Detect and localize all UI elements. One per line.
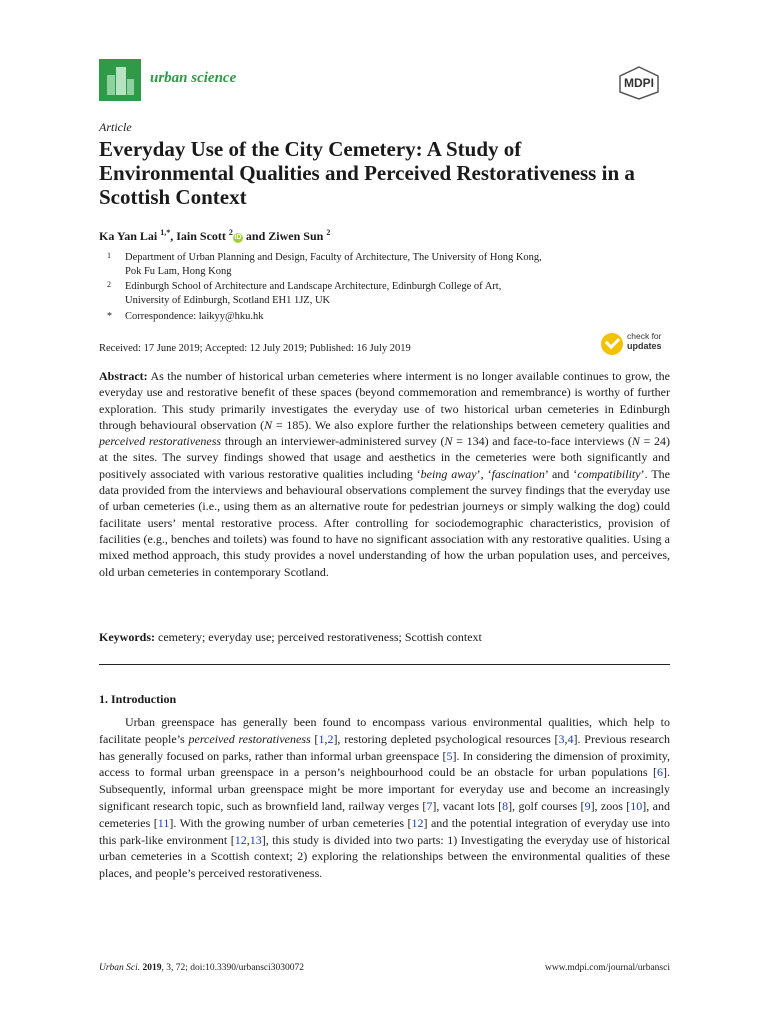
citation-link[interactable]: 9	[584, 798, 591, 813]
keywords-text: cemetery; everyday use; perceived restorativeness; Scottish context	[155, 630, 482, 644]
body-text: ]. In considering the dimension of proximity, access to formal urban greenspace in a person’s neighbourhood could be an obstacle for urban populations [	[99, 748, 670, 780]
affiliation-number: 2	[107, 280, 111, 289]
author-affiliation-marker: 1,*	[160, 228, 171, 237]
abstract-text: ’ and ‘	[544, 466, 578, 481]
affiliation-line: University of Edinburgh, Scotland EH1 1JZ, UK	[125, 295, 331, 306]
affiliation-number: 1	[107, 251, 111, 260]
keywords-label: Keywords:	[99, 630, 155, 644]
abstract-term: fascination	[491, 466, 545, 481]
abstract-text: through an interviewer-administered survey (	[221, 434, 445, 449]
abstract-var: N	[264, 417, 273, 432]
section-heading: 1. Introduction	[99, 692, 177, 706]
abstract-text: ’. The data provided from the interviews and behavioural observations complement the survey findings that the everyday use of urban cemeteries (i.e., using them as an alternative route for pedestrian journeys or simply walking the dog) could facilitate users’ mental restorative process. After controlling for sociodemographic characteristics, provision of facilities (e.g., benches and toilets) was found to have no significant association with any restorative qualities. Using a mixed method approach, this study provides a novel understanding of how the urban population uses, and perceives, old urban cemeteries in contemporary Scotland.	[99, 466, 670, 579]
citation-link[interactable]: 11	[157, 815, 170, 830]
correspondence-line[interactable]: Correspondence: laikyy@hku.hk	[125, 311, 264, 322]
abstract-text: = 185). We also explore further the relationships between cemetery qualities and	[272, 417, 670, 432]
author-affiliation-marker: 2	[228, 228, 233, 237]
author-name[interactable]: Ka Yan Lai	[99, 229, 158, 243]
footer-citation	[99, 963, 304, 973]
publication-dates: Received: 17 June 2019; Accepted: 12 July 2019; Published: 16 July 2019	[99, 343, 411, 354]
affiliation-line: Department of Urban Planning and Design, Faculty of Architecture, The University of Hong Kong,	[125, 252, 542, 263]
footer-doi[interactable]: , 3, 72; doi:10.3390/urbansci3030072	[161, 963, 305, 973]
mdpi-logo-text: MDPI	[624, 76, 654, 90]
body-text: ,	[564, 731, 568, 746]
footer-year: 2019	[142, 963, 162, 973]
body-text: ]. Subsequently, informal urban greenspace might be more important for everyday use and become an increasingly significant research topic, such as brownfield land, railway verges [	[99, 765, 670, 813]
citation-link[interactable]: 8	[502, 798, 509, 813]
body-text: ]. Previous research has generally focused on parks, rather than informal urban greenspace [	[99, 731, 671, 763]
body-text: ], golf courses [	[508, 798, 585, 813]
citation-link[interactable]: 1	[318, 731, 325, 746]
author-name[interactable]: Iain Scott	[176, 229, 226, 243]
body-text: ], restoring depleted psychological resources [	[333, 731, 559, 746]
abstract-term: compatibility	[577, 466, 641, 481]
check-updates-line: check for	[627, 331, 662, 341]
footer-url[interactable]: www.mdpi.com/journal/urbansci	[545, 963, 670, 973]
abstract-term: perceived restorativeness	[99, 434, 222, 449]
mdpi-logo-icon	[611, 66, 667, 100]
journal-logo-icon	[99, 59, 141, 101]
abstract-text: As the number of historical urban cemeteries where interment is no longer available continues to grow, the everyday use and restorative benefit of these spaces (beyond commemoration and remembrance) is worthy of further exploration. This study primarily investigates the everyday use of two historical urban cemeteries in Edinburgh through behavioural observation (	[99, 369, 670, 432]
abstract	[99, 368, 670, 580]
body-text: Urban greenspace has generally been found to encompass various environmental qualities, which help to facilitate people’s	[99, 715, 670, 746]
citation-link[interactable]: 6	[657, 765, 663, 780]
abstract-text: = 134) and face-to-face interviews (	[452, 434, 632, 449]
affiliation-1	[107, 251, 542, 279]
citation-link[interactable]: 10	[630, 798, 643, 813]
body-text: ]. With the growing number of urban cemeteries [	[169, 815, 412, 830]
abstract-label: Abstract:	[99, 369, 148, 383]
author-separator: ,	[170, 229, 177, 243]
body-text: [	[310, 731, 319, 746]
keywords	[99, 630, 482, 645]
article-title: Everyday Use of the City Cemetery: A Study of Environmental Qualities and Perceived Restorativeness in a Scottish Context	[99, 137, 635, 209]
article-type: Article	[99, 120, 132, 134]
correspondence-marker: *	[107, 311, 112, 322]
orcid-icon[interactable]: iD	[234, 234, 242, 241]
journal-name: urban science	[150, 70, 237, 86]
abstract-text: = 24) at the sites. The survey findings showed that usage and aesthetics in the cemeteries were both significantly and positively associated with various restorative qualities including ‘	[99, 434, 670, 481]
citation-link[interactable]: 5	[446, 748, 453, 763]
abstract-term: being away	[420, 466, 477, 481]
author-name[interactable]: Ziwen Sun	[268, 229, 324, 243]
citation-link[interactable]: 2	[327, 731, 334, 746]
author-list	[99, 228, 330, 244]
citation-link[interactable]: 13	[249, 832, 262, 847]
introduction-paragraph	[99, 714, 670, 882]
body-text: ], and cemeteries [	[99, 798, 670, 830]
affiliation-line: Pok Fu Lam, Hong Kong	[125, 266, 232, 277]
affiliation-2	[107, 280, 501, 308]
correspondence	[107, 310, 264, 324]
body-text: ] and the potential integration of everyday use into this park-like environment [	[99, 815, 671, 847]
body-text: ], vacant lots [	[432, 798, 503, 813]
body-text: ,	[324, 731, 328, 746]
body-text: ,	[246, 832, 250, 847]
body-text: ], zoos [	[590, 798, 631, 813]
abstract-var: N	[631, 434, 640, 449]
body-term: perceived restorativeness	[188, 731, 311, 746]
abstract-var: N	[444, 434, 453, 449]
citation-link[interactable]: 12	[234, 832, 247, 847]
citation-link[interactable]: 3	[558, 731, 565, 746]
citation-link[interactable]: 12	[411, 815, 424, 830]
body-text: ], this study is divided into two parts: 1) Investigating the everyday use of historical urban cemeteries in a Scottish context; 2) exploring the relationships between the environmental qualities of these places, and people’s perceived restorativeness.	[99, 832, 670, 881]
citation-link[interactable]: 7	[426, 798, 433, 813]
author-separator: and	[242, 229, 269, 243]
author-affiliation-marker: 2	[326, 228, 331, 237]
affiliation-line: Edinburgh School of Architecture and Landscape Architecture, Edinburgh College of Art,	[125, 281, 502, 292]
footer-journal: Urban Sci.	[99, 963, 141, 973]
divider	[99, 664, 670, 665]
check-for-updates-icon	[601, 333, 623, 355]
check-updates-line: updates	[627, 341, 662, 351]
abstract-text: ’, ‘	[476, 466, 492, 481]
citation-link[interactable]: 4	[567, 731, 574, 746]
